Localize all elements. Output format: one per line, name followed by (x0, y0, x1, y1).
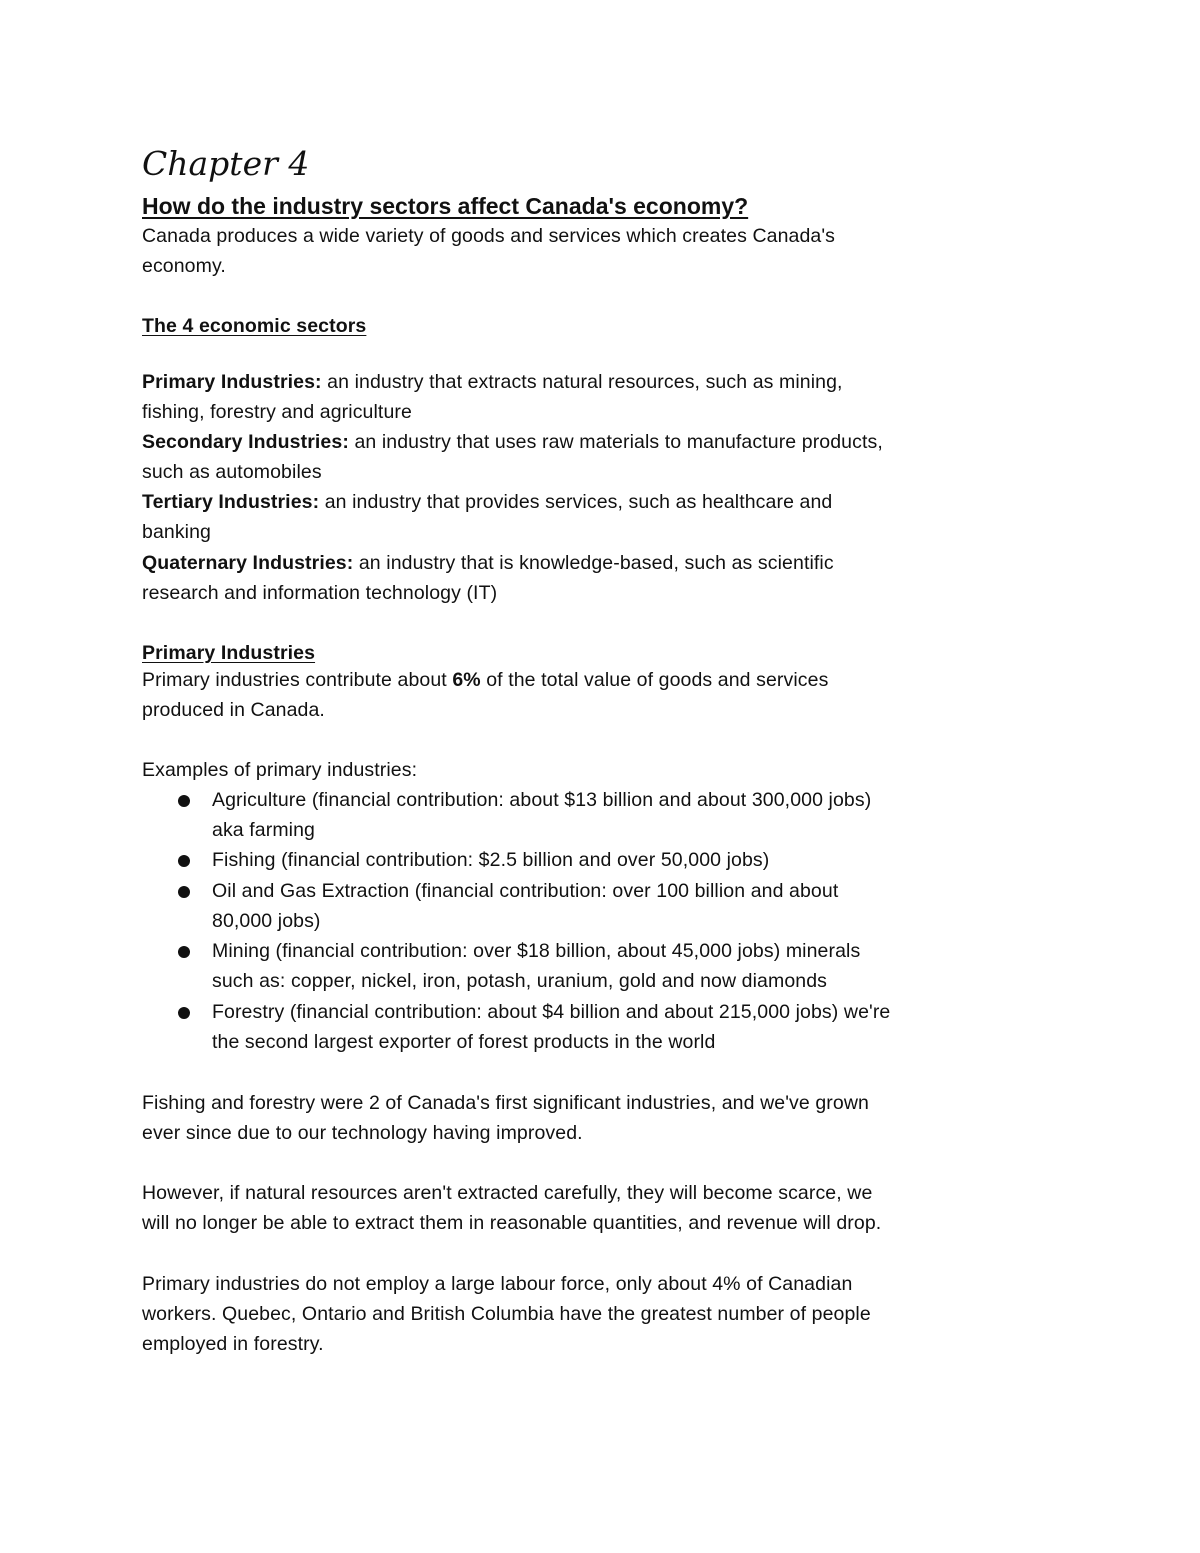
primary-paragraph-line: produced in Canada. (142, 699, 325, 721)
paragraph-line: Primary industries do not employ a large labour force, only about 4% of Canadian (142, 1273, 853, 1295)
list-item-text: Forestry (financial contribution: about $4 billion and about 215,000 jobs) we're (212, 1001, 891, 1023)
bullet-icon (178, 886, 190, 898)
list-item-line: such as: copper, nickel, iron, potash, uranium, gold and now diamonds (212, 970, 828, 992)
primary-paragraph (142, 665, 828, 695)
intro-line: Canada produces a wide variety of goods and services which creates Canada's (142, 225, 836, 247)
definition-text: an industry that provides services, such as healthcare and (319, 491, 833, 513)
paragraph-line: Fishing and forestry were 2 of Canada's first significant industries, and we've grown (142, 1092, 869, 1114)
definition-primary (142, 367, 843, 397)
term: Secondary Industries: (142, 431, 349, 453)
list-item-line: the second largest exporter of forest products in the world (212, 1031, 716, 1053)
term: Tertiary Industries: (142, 491, 320, 513)
bullet-icon (178, 946, 190, 958)
term: Primary Industries: (142, 371, 322, 393)
definition-line: fishing, forestry and agriculture (142, 401, 412, 423)
text: Primary industries contribute about (142, 669, 453, 691)
paragraph-line: However, if natural resources aren't extracted carefully, they will become scarce, we (142, 1182, 873, 1204)
definition-text: an industry that extracts natural resources, such as mining, (321, 371, 843, 393)
primary-heading: Primary Industries (142, 642, 316, 664)
chapter-title: Chapter 4 (142, 144, 310, 183)
definition-text: an industry that uses raw materials to manufacture products, (348, 431, 883, 453)
intro-line: economy. (142, 255, 226, 277)
list-item-text: Oil and Gas Extraction (financial contribution: over 100 billion and about (212, 880, 839, 902)
definition-quaternary (142, 548, 834, 578)
percent-value: 6% (452, 669, 481, 691)
examples-label: Examples of primary industries: (142, 759, 418, 781)
bullet-icon (178, 1007, 190, 1019)
definition-line: research and information technology (IT) (142, 582, 498, 604)
paragraph-line: ever since due to our technology having improved. (142, 1122, 583, 1144)
term: Quaternary Industries: (142, 552, 354, 574)
paragraph-line: will no longer be able to extract them in reasonable quantities, and revenue will drop. (142, 1212, 882, 1234)
definition-text: an industry that is knowledge-based, such as scientific (353, 552, 834, 574)
list-item-text: Mining (financial contribution: over $18 billion, about 45,000 jobs) minerals (212, 940, 861, 962)
page-title: How do the industry sectors affect Canada's economy? (142, 193, 749, 219)
definition-tertiary (142, 487, 832, 517)
paragraph-line: employed in forestry. (142, 1333, 324, 1355)
definition-line: such as automobiles (142, 461, 322, 483)
text: of the total value of goods and services (480, 669, 829, 691)
definition-line: banking (142, 521, 212, 543)
bullet-icon (178, 855, 190, 867)
definition-secondary (142, 427, 883, 457)
bullet-icon (178, 795, 190, 807)
list-item-line: aka farming (212, 819, 315, 841)
list-item-text: Fishing (financial contribution: $2.5 billion and over 50,000 jobs) (212, 849, 770, 871)
sectors-heading: The 4 economic sectors (142, 315, 367, 337)
paragraph-line: workers. Quebec, Ontario and British Columbia have the greatest number of people (142, 1303, 871, 1325)
list-item-line: 80,000 jobs) (212, 910, 321, 932)
list-item-text: Agriculture (financial contribution: about $13 billion and about 300,000 jobs) (212, 789, 872, 811)
